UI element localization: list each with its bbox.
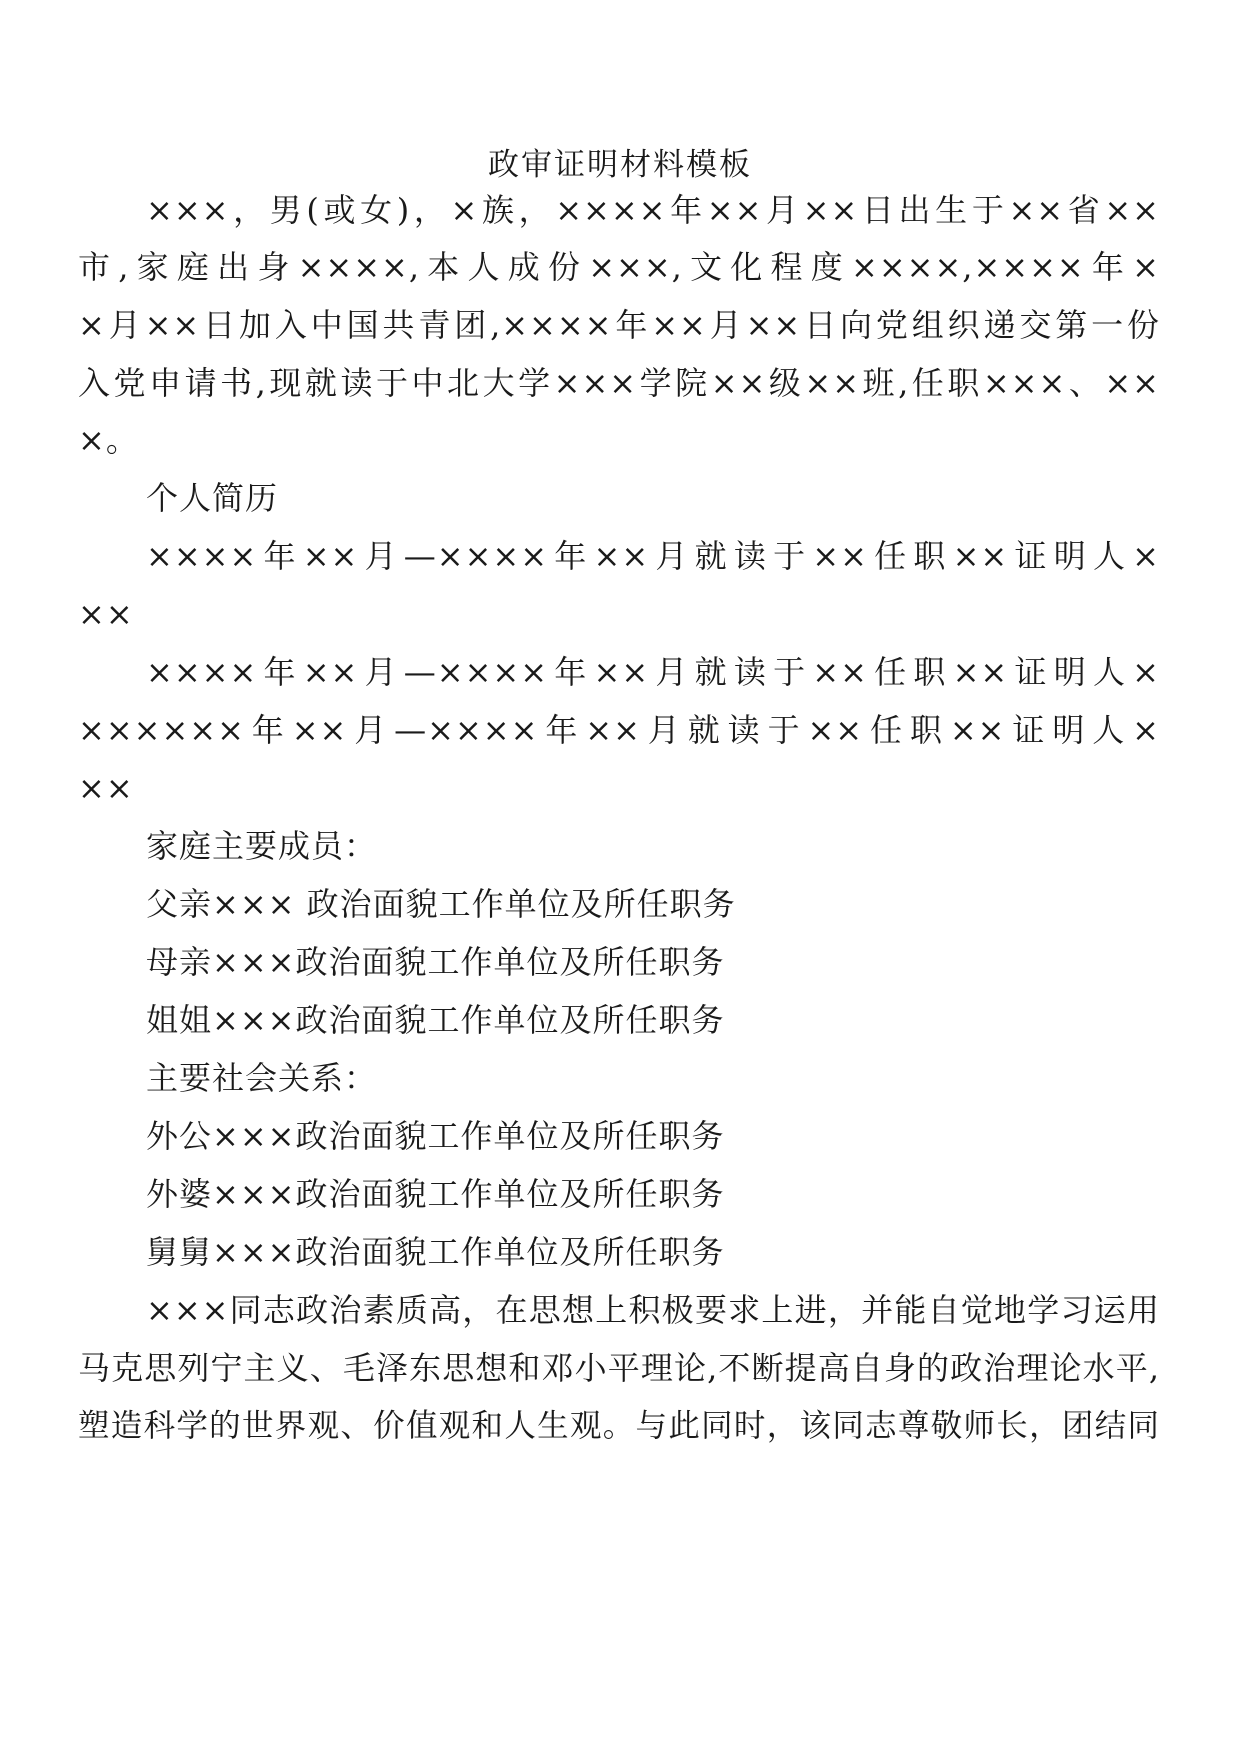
resume-line-5: ×× (78, 769, 134, 807)
resume-line-1: ××××年××月—××××年××月就读于××任职××证明人× (146, 537, 1160, 575)
evaluation-line-2: 马克思列宁主义、毛泽东思想和邓小平理论,不断提高自身的政治理论水平, (78, 1349, 1160, 1387)
resume-line-3: ××××年××月—××××年××月就读于××任职××证明人× (146, 653, 1160, 691)
family-member-father: 父亲××× 政治面貌工作单位及所任职务 (146, 885, 736, 923)
social-heading: 主要社会关系： (146, 1059, 378, 1097)
intro-line-2: 市,家庭出身××××,本人成份×××,文化程度××××,××××年× (78, 248, 1160, 286)
resume-heading: 个人简历 (146, 479, 279, 517)
family-member-sister: 姐姐×××政治面貌工作单位及所任职务 (146, 1001, 725, 1039)
resume-line-4: ××××××年××月—××××年××月就读于××任职××证明人× (78, 711, 1160, 749)
family-heading: 家庭主要成员： (146, 827, 378, 865)
resume-line-2: ×× (78, 595, 134, 633)
social-member-uncle: 舅舅×××政治面貌工作单位及所任职务 (146, 1233, 725, 1271)
social-member-grandmother: 外婆×××政治面貌工作单位及所任职务 (146, 1175, 725, 1213)
social-member-grandfather: 外公×××政治面貌工作单位及所任职务 (146, 1117, 725, 1155)
family-member-mother: 母亲×××政治面貌工作单位及所任职务 (146, 943, 725, 981)
intro-line-4: 入党申请书,现就读于中北大学×××学院××级××班,任职×××、×× (78, 364, 1160, 402)
evaluation-line-1: ×××同志政治素质高，在思想上积极要求上进，并能自觉地学习运用 (146, 1291, 1160, 1329)
intro-line-5: ×。 (78, 421, 139, 459)
intro-line-3: ×月××日加入中国共青团,××××年××月××日向党组织递交第一份 (78, 306, 1160, 344)
evaluation-line-3: 塑造科学的世界观、价值观和人生观。与此同时，该同志尊敬师长，团结同 (78, 1408, 1160, 1444)
document-title: 政审证明材料模板 (488, 147, 752, 183)
intro-line-1: ×××，男(或女)，×族，××××年××月××日出生于××省×× (146, 191, 1160, 229)
